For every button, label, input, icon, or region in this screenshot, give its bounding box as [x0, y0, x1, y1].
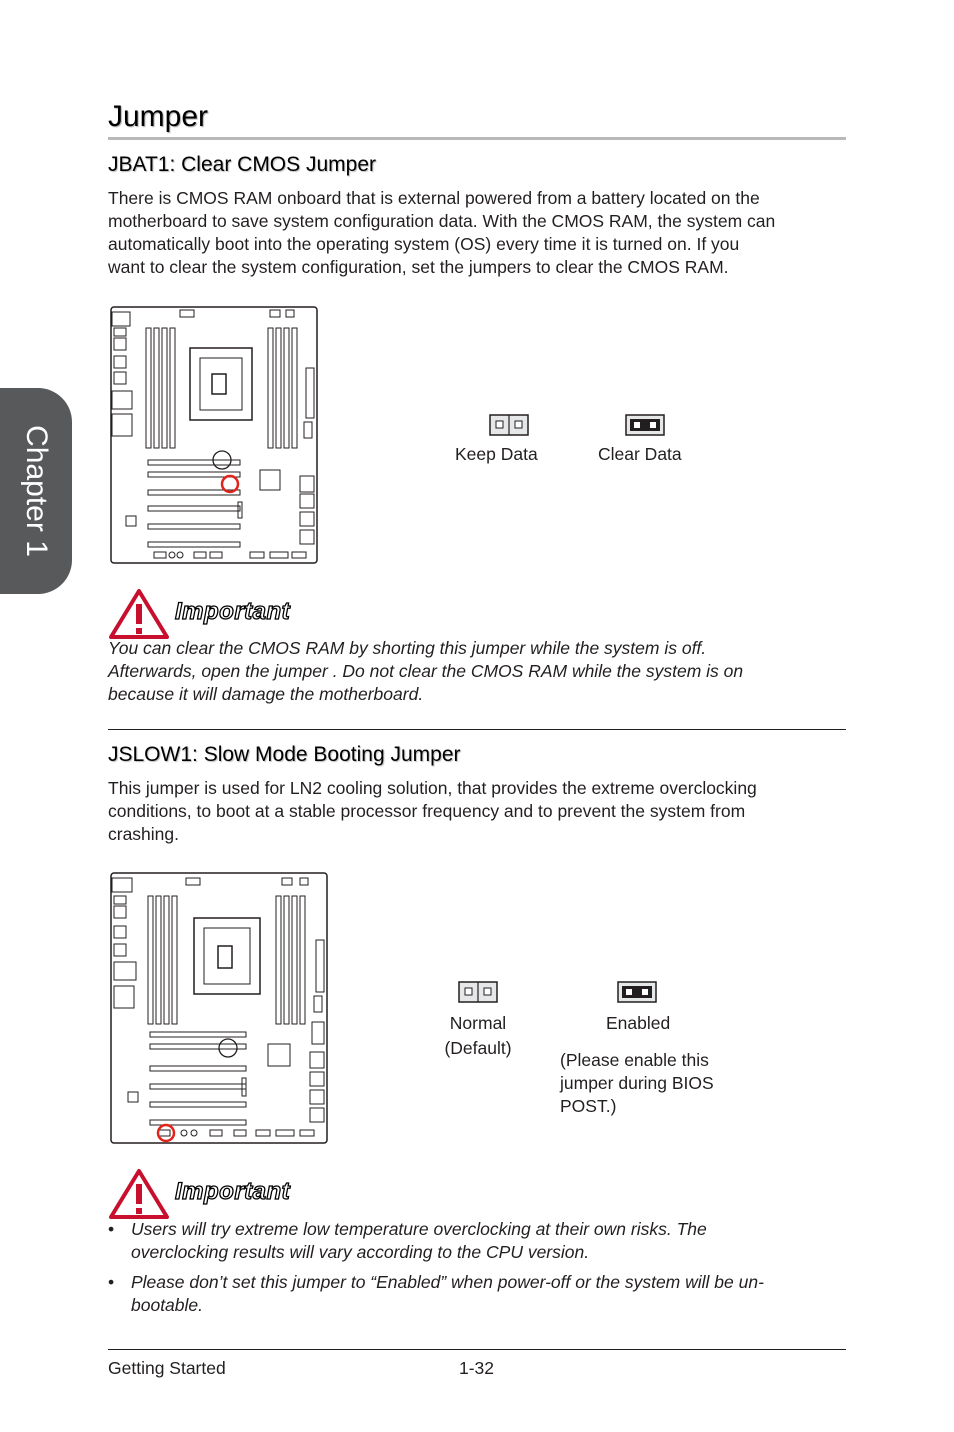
text-line: conditions, to boot at a stable processor frequency and to prevent the system from — [108, 801, 746, 821]
clear-data-label: Clear Data — [598, 444, 682, 464]
bullet-item — [108, 1271, 848, 1317]
text-line: bootable. — [131, 1295, 204, 1315]
important-label: Important — [175, 1178, 291, 1205]
text-line: motherboard to save system configuration data. With the CMOS RAM, the system can — [108, 211, 776, 231]
jbat1-important-note — [108, 637, 848, 706]
text-line: (Please enable this — [560, 1050, 709, 1070]
text-line: You can clear the CMOS RAM by shorting this jumper while the system is off. — [108, 638, 707, 658]
normal-label — [432, 1013, 524, 1059]
enabled-note — [560, 1049, 714, 1118]
text-line: Afterwards, open the jumper . Do not clear the CMOS RAM while the system is on — [108, 661, 744, 681]
motherboard-diagram-jbat1 — [110, 306, 320, 566]
motherboard-diagram-jslow1 — [110, 872, 330, 1146]
footer-section-name: Getting Started — [108, 1358, 226, 1378]
bullet-dot: • — [108, 1219, 115, 1239]
enabled-label: Enabled — [606, 1013, 671, 1033]
text-line: This jumper is used for LN2 cooling solution, that provides the extreme overclocking — [108, 778, 757, 798]
jslow1-heading: JSLOW1: Slow Mode Booting Jumper — [108, 743, 461, 766]
text-line: automatically boot into the operating system (OS) every time it is turned on. If you — [108, 234, 740, 254]
chapter-tab — [0, 388, 72, 594]
keep-data-label: Keep Data — [455, 444, 538, 464]
page-number: 1-32 — [459, 1358, 495, 1378]
text-line: crashing. — [108, 824, 180, 844]
jslow1-description — [108, 777, 848, 846]
chapter-tab-label: Chapter 1 — [20, 425, 53, 557]
text-line: There is CMOS RAM onboard that is external powered from a battery located on the — [108, 188, 760, 208]
jumper-open-icon — [458, 981, 498, 1003]
jumper-closed-icon — [617, 981, 657, 1003]
bullet-dot: • — [108, 1272, 115, 1292]
bullet-item — [108, 1218, 848, 1264]
normal-label-line: Normal — [449, 1013, 507, 1033]
text-line: Please don’t set this jumper to “Enabled” when power-off or the system will be un- — [131, 1272, 764, 1292]
footer-rule — [108, 1349, 846, 1350]
text-line: want to clear the system configuration, set the jumpers to clear the CMOS RAM. — [108, 257, 729, 277]
text-line: overclocking results will vary according to the CPU version. — [131, 1242, 590, 1262]
warning-icon — [108, 1168, 170, 1220]
section-divider — [108, 729, 846, 730]
important-label: Important — [175, 598, 291, 625]
default-label-line: (Default) — [444, 1038, 512, 1058]
jumper-open-icon — [489, 414, 529, 436]
jbat1-heading: JBAT1: Clear CMOS Jumper — [108, 153, 377, 176]
title-rule — [108, 137, 846, 140]
text-line: jumper during BIOS — [560, 1073, 714, 1093]
jumper-closed-icon — [625, 414, 665, 436]
text-line: POST.) — [560, 1096, 617, 1116]
section-title: Jumper — [108, 100, 209, 133]
jbat1-description — [108, 187, 848, 279]
text-line: Users will try extreme low temperature overclocking at their own risks. The — [131, 1219, 707, 1239]
warning-icon — [108, 588, 170, 640]
text-line: because it will damage the motherboard. — [108, 684, 424, 704]
